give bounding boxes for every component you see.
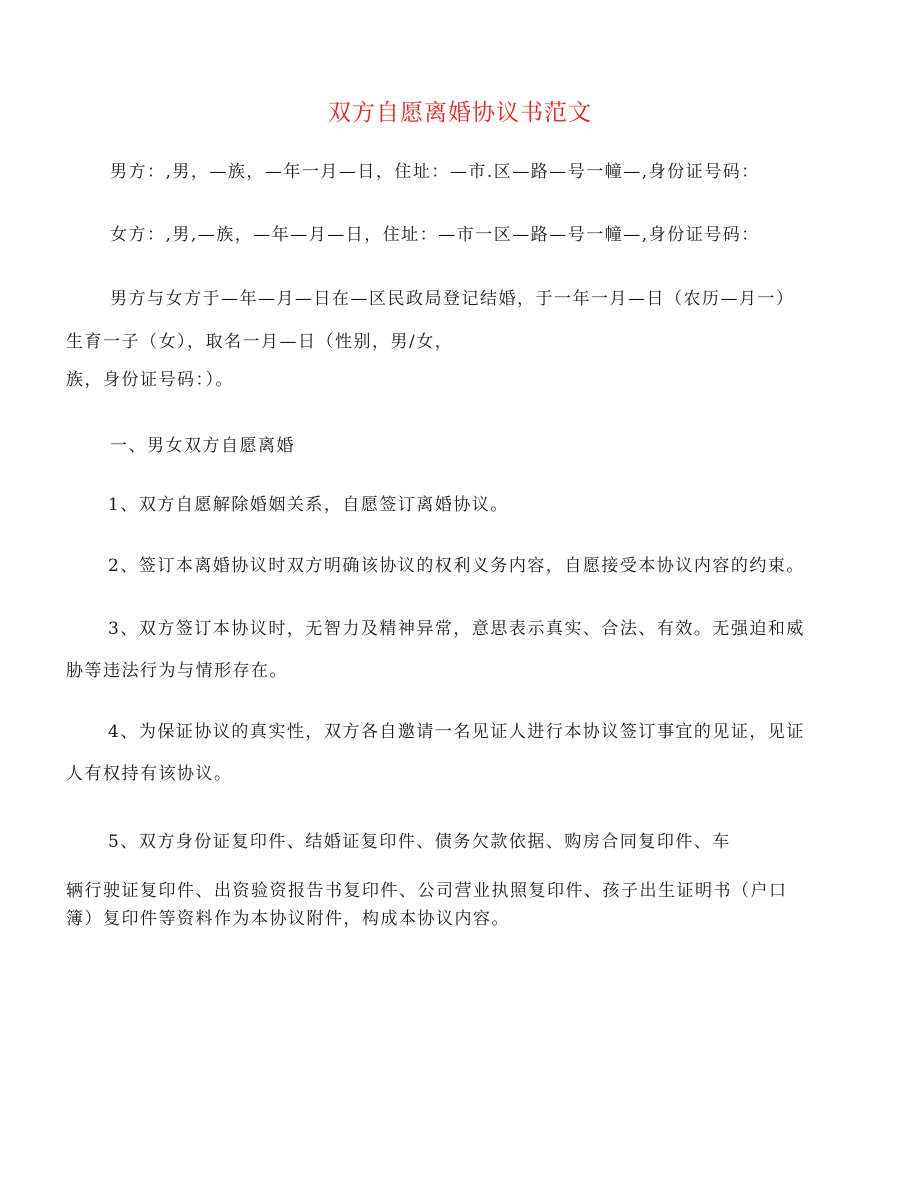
clause-5-line-2: 辆行驶证复印件、出资验资报告书复印件、公司营业执照复印件、孩子出生证明书（户口 [66, 881, 788, 901]
man-info-line: 男方：,男，—族，—年一月—日，住址：—市.区—路—号一幢—,身份证号码： [110, 162, 760, 182]
clause-3-line-2: 胁等违法行为与情形存在。 [66, 661, 288, 681]
clause-1: 1、双方自愿解除婚姻关系，自愿签订离婚协议。 [108, 495, 509, 515]
marriage-paragraph-line-2: 生育一子（女），取名一月—日（性别，男/女， [66, 332, 454, 352]
clause-2: 2、签订本离婚协议时双方明确该协议的权利义务内容，自愿接受本协议内容的约束。 [108, 556, 805, 576]
clause-5-line-1: 5、双方身份证复印件、结婚证复印件、债务欠款依据、购房合同复印件、车 [108, 832, 731, 852]
clause-3-line-1: 3、双方签订本协议时，无智力及精神异常，意思表示真实、合法、有效。无强迫和威 [108, 619, 805, 639]
clause-4-line-1: 4、为保证协议的真实性，双方各自邀请一名见证人进行本协议签订事宜的见证，见证 [108, 722, 805, 742]
clause-4-line-2: 人有权持有该协议。 [66, 764, 233, 784]
section-heading: 一、男女双方自愿离婚 [110, 436, 295, 456]
marriage-paragraph-line-3: 族，身份证号码：）。 [66, 370, 234, 390]
clause-5-line-3: 簿）复印件等资料作为本协议附件，构成本协议内容。 [66, 909, 510, 929]
marriage-paragraph-line-1: 男方与女方于—年—月—日在—区民政局登记结婚，于一年一月—日（农历—月一） [110, 289, 795, 309]
woman-info-line: 女方：,男,—族，—年—月—日，住址：—市一区—路—号一幢—,身份证号码： [110, 225, 760, 245]
document-title: 双方自愿离婚协议书范文 [328, 100, 592, 126]
